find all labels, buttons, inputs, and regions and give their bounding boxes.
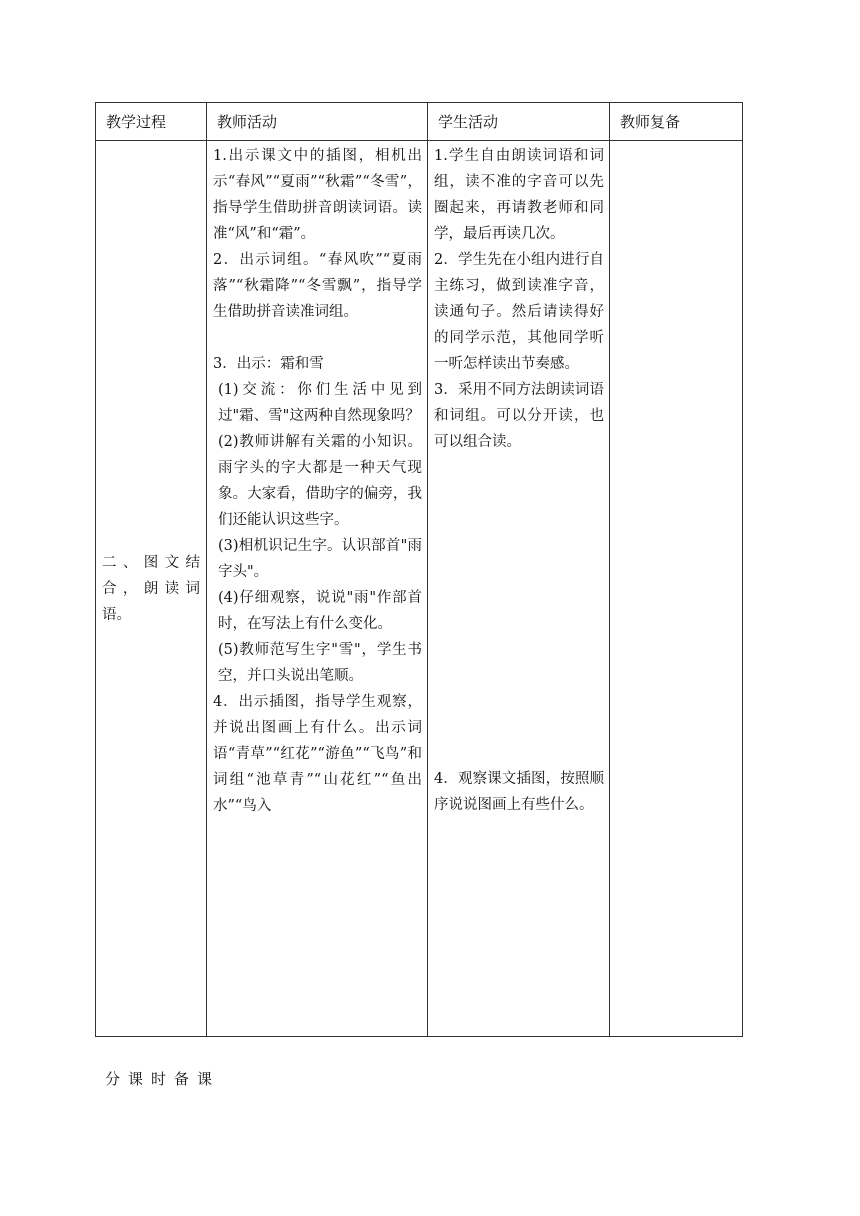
teacher-step-3-3: (3)相机识记生字。认识部首"雨字头"。 [218,538,422,580]
footer-note: 分课时备课 [105,1070,221,1088]
teacher-review-text [610,141,742,143]
table-row [96,141,743,1037]
teacher-step-2: 2．出示词组。“春风吹”“夏雨落”“秋霜降”“冬雪飘”，指导学生借助拼音读准词组。 [213,252,422,320]
student-activity-cell [428,141,610,1037]
header-teacher-review: 教师复备 [610,103,743,141]
process-label: 二、图文结合，朗读词语。 [102,554,200,623]
header-teacher-activity: 教师活动 [207,103,428,141]
teacher-activity-cell [207,141,428,1037]
teacher-step-3-2: (2)教师讲解有关霜的小知识。雨字头的字大都是一种天气现象。大家看，借助字的偏旁，我们还能认识这些字。 [218,434,422,528]
teacher-step-3-4: (4)仔细观察，说说"雨"作部首时，在写法上有什么变化。 [218,590,422,632]
process-cell [96,141,207,1037]
teacher-step-4: 4．出示插图，指导学生观察，并说出图画上有什么。出示词语“青草”“红花”“游鱼”“飞鸟”和词组“池草青”“山花红”“鱼出水”“鸟入 [213,694,422,814]
header-process: 教学过程 [96,103,207,141]
teacher-step-3-1: (1)交流：你们生活中见到过"霜、雪"这两种自然现象吗？ [218,382,422,424]
student-step-4: 4．观察课文插图，按照顺序说说图画上有些什么。 [434,771,604,813]
teacher-step-1: 1.出示课文中的插图，相机出示“春风”“夏雨”“秋霜”“冬雪”，指导学生借助拼音朗读词语。读准“风”和“霜”。 [213,148,422,242]
header-student-activity: 学生活动 [428,103,610,141]
table-header-row [96,103,743,141]
lesson-plan-table [95,102,743,1037]
student-step-2: 2．学生先在小组内进行自主练习，做到读准字音，读通句子。然后请读得好的同学示范，其他同学听一听怎样读出节奏感。 [434,252,604,372]
student-step-3: 3．采用不同方法朗读词语和词组。可以分开读，也可以组合读。 [434,382,604,450]
student-step-1: 1.学生自由朗读词语和词组，读不准的字音可以先圈起来，再请教老师和同学，最后再读几次。 [434,148,604,242]
teacher-step-3-5: (5)教师范写生字"雪"，学生书空，并口头说出笔顺。 [218,642,422,684]
teacher-review-cell [610,141,743,1037]
teacher-step-3: 3．出示：霜和雪 [213,356,324,372]
